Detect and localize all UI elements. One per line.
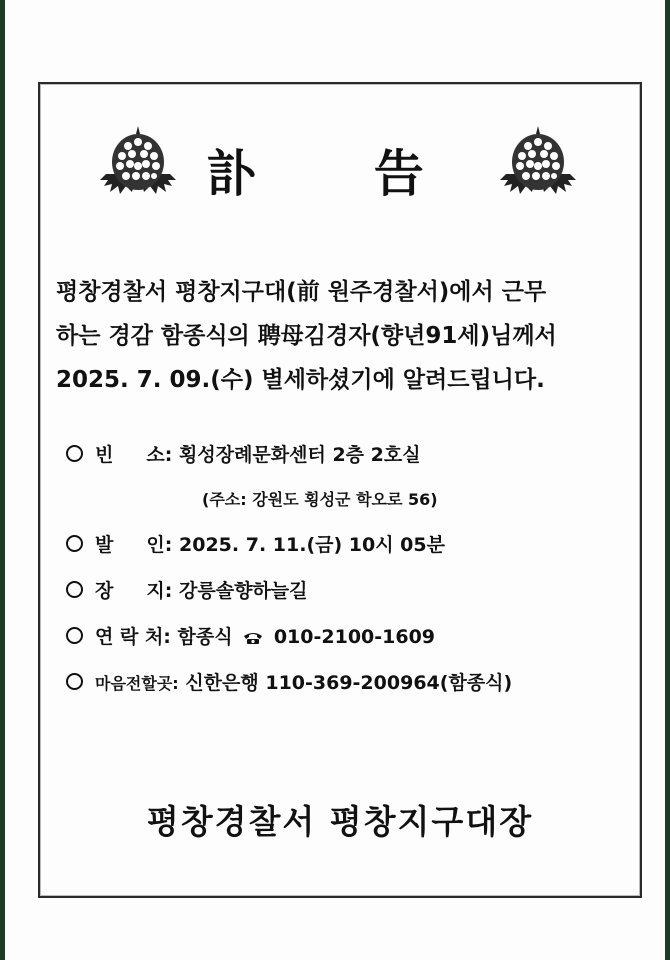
item-value: 신한은행 110-369-200964(함종식) bbox=[185, 672, 513, 694]
item-binso bbox=[66, 440, 421, 467]
notice-frame bbox=[38, 82, 642, 898]
item-label: 마음전할곳: bbox=[95, 674, 179, 693]
item-jangji bbox=[66, 576, 308, 603]
item-label: 빈 소: bbox=[95, 444, 173, 466]
item-value: 횡성장례문화센터 2층 2호실 bbox=[179, 444, 421, 466]
circle-bullet-icon bbox=[66, 445, 83, 462]
address-text: (주소: 강원도 횡성군 학오로 56) bbox=[202, 490, 438, 509]
signature: 평창경찰서 평창지구대장 bbox=[146, 802, 534, 841]
item-label: 연 락 처: bbox=[95, 626, 171, 648]
circle-bullet-icon bbox=[66, 673, 83, 690]
circle-bullet-icon bbox=[66, 581, 83, 598]
circle-bullet-icon bbox=[66, 627, 83, 644]
contact-phone: 010-2100-1609 bbox=[273, 626, 436, 648]
contact-name: 함종식 bbox=[177, 626, 233, 648]
telephone-icon bbox=[243, 631, 263, 645]
notice-line: 하는 경감 함종식의 聘母김경자(향년91세)님께서 bbox=[56, 323, 557, 349]
notice-text bbox=[56, 270, 636, 402]
item-label: 장 지: bbox=[95, 580, 173, 602]
page-title: 訃 告 bbox=[206, 144, 474, 203]
item-barin bbox=[66, 530, 445, 557]
notice-line: 2025. 7. 09.(수) 별세하셨기에 알려드립니다. bbox=[56, 367, 545, 393]
notice-line: 평창경찰서 평창지구대(前 원주경찰서)에서 근무 bbox=[56, 279, 547, 305]
item-label: 발 인: bbox=[95, 534, 173, 556]
item-value: 2025. 7. 11.(금) 10시 05분 bbox=[179, 534, 445, 556]
item-contact bbox=[66, 622, 435, 649]
item-value: 강릉솔향하늘길 bbox=[179, 580, 308, 602]
paper bbox=[5, 0, 665, 960]
item-account bbox=[66, 668, 512, 695]
circle-bullet-icon bbox=[66, 535, 83, 552]
